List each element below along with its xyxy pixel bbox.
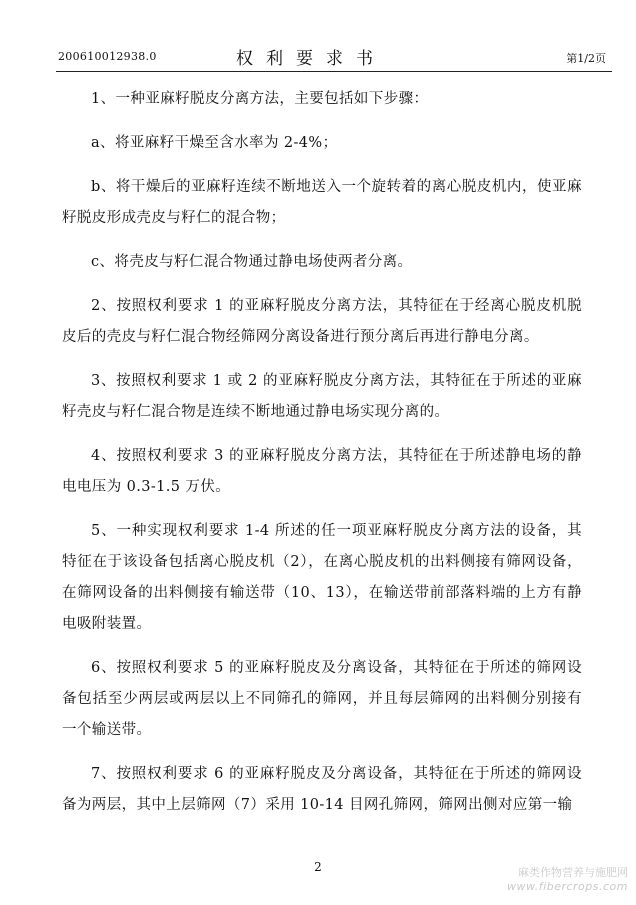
- claim-1-step-b: b、将干燥后的亚麻籽连续不断地送入一个旋转着的离心脱皮机内，使亚麻籽脱皮形成壳皮与籽仁的混合物；: [62, 179, 582, 226]
- claim-6: 6、按照权利要求 5 的亚麻籽脱皮及分离设备，其特征在于所述的筛网设备包括至少两层或两层以上不同筛孔的筛网，并且每层筛网的出料侧分别接有一个输送带。: [62, 660, 582, 738]
- claims-body: [62, 84, 582, 834]
- header-rule: [56, 71, 612, 72]
- page-number: 2: [314, 860, 322, 874]
- claim-3: 3、按照权利要求 1 或 2 的亚麻籽脱皮分离方法，其特征在于所述的亚麻籽壳皮与籽仁混合物是连续不断地通过静电场实现分离的。: [62, 373, 582, 420]
- page-indicator: 第1/2页: [566, 52, 606, 65]
- claim-1-step-c: c、将壳皮与籽仁混合物通过静电场使两者分离。: [91, 254, 413, 270]
- claim-4: 4、按照权利要求 3 的亚麻籽脱皮分离方法，其特征在于所述静电场的静电电压为 0.3-1.5 万伏。: [62, 448, 582, 495]
- site-watermark: [507, 864, 628, 893]
- claim-5: 5、一种实现权利要求 1-4 所述的任一项亚麻籽脱皮分离方法的设备，其特征在于该设备包括离心脱皮机（2），在离心脱皮机的出料侧接有筛网设备，在筛网设备的出料侧接有输送带（10、13），在输送带前部落料端的上方有静电吸附装置。: [62, 523, 582, 632]
- claim-1-step-a: a、将亚麻籽干燥至含水率为 2-4%；: [91, 135, 338, 151]
- watermark-url: www.fibercrops.com: [507, 880, 628, 893]
- claim-7: 7、按照权利要求 6 的亚麻籽脱皮及分离设备，其特征在于所述的筛网设备为两层，其中上层筛网（7）采用 10-14 目网孔筛网，筛网出侧对应第一输: [62, 766, 582, 813]
- page-title: 权利要求书: [236, 49, 386, 69]
- claim-2: 2、按照权利要求 1 的亚麻籽脱皮分离方法，其特征在于经离心脱皮机脱皮后的壳皮与籽仁混合物经筛网分离设备进行预分离后再进行静电分离。: [62, 298, 582, 345]
- claim-1: 1、一种亚麻籽脱皮分离方法，主要包括如下步骤：: [91, 91, 429, 107]
- watermark-cn: 麻类作物营养与施肥网: [518, 866, 628, 879]
- application-number: 200610012938.0: [58, 50, 157, 63]
- document-header: [0, 38, 636, 68]
